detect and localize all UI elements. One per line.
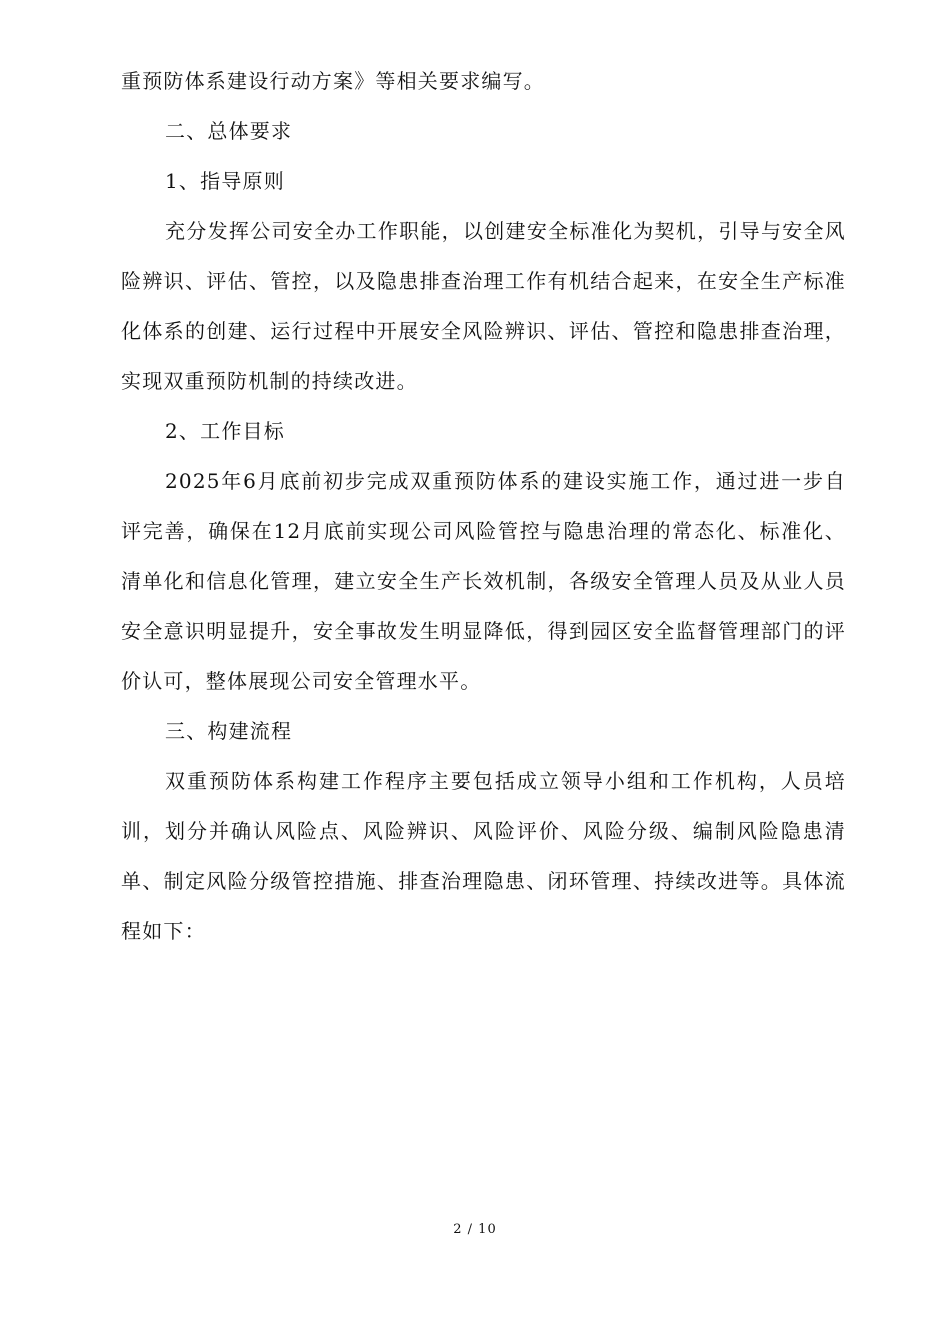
paragraph-work-goals: 2025年6月底前初步完成双重预防体系的建设实施工作，通过进一步自评完善，确保在12月底前实现公司风险管控与隐患治理的常态化、标准化、清单化和信息化管理，建立安全生产长效机制，各级安全管理人员及从业人员安全意识明显提升，安全事故发生明显降低，得到园区安全监督管理部门的评价认可，整体展现公司安全管理水平。 (121, 469, 846, 693)
paragraph-guiding-principles: 充分发挥公司安全办工作职能，以创建安全标准化为契机，引导与安全风险辨识、评估、管控，以及隐患排查治理工作有机结合起来，在安全生产标准化体系的创建、运行过程中开展安全风险辨识、评估、管控和隐患排查治理，实现双重预防机制的持续改进。 (121, 219, 846, 393)
section-heading-overall-requirements: 二、总体要求 (165, 119, 293, 143)
subheading-work-goals: 2、工作目标 (165, 419, 285, 443)
paragraph-build-process: 双重预防体系构建工作程序主要包括成立领导小组和工作机构，人员培训，划分并确认风险点、风险辨识、风险评价、风险分级、编制风险隐患清单、制定风险分级管控措施、排查治理隐患、闭环管理、持续改进等。具体流程如下： (121, 769, 846, 943)
document-body (121, 56, 846, 956)
page-number: 2 / 10 (453, 1222, 497, 1237)
section-heading-build-process: 三、构建流程 (165, 719, 293, 743)
subheading-guiding-principles: 1、指导原则 (165, 169, 285, 193)
continuation-paragraph: 重预防体系建设行动方案》等相关要求编写。 (121, 69, 545, 93)
